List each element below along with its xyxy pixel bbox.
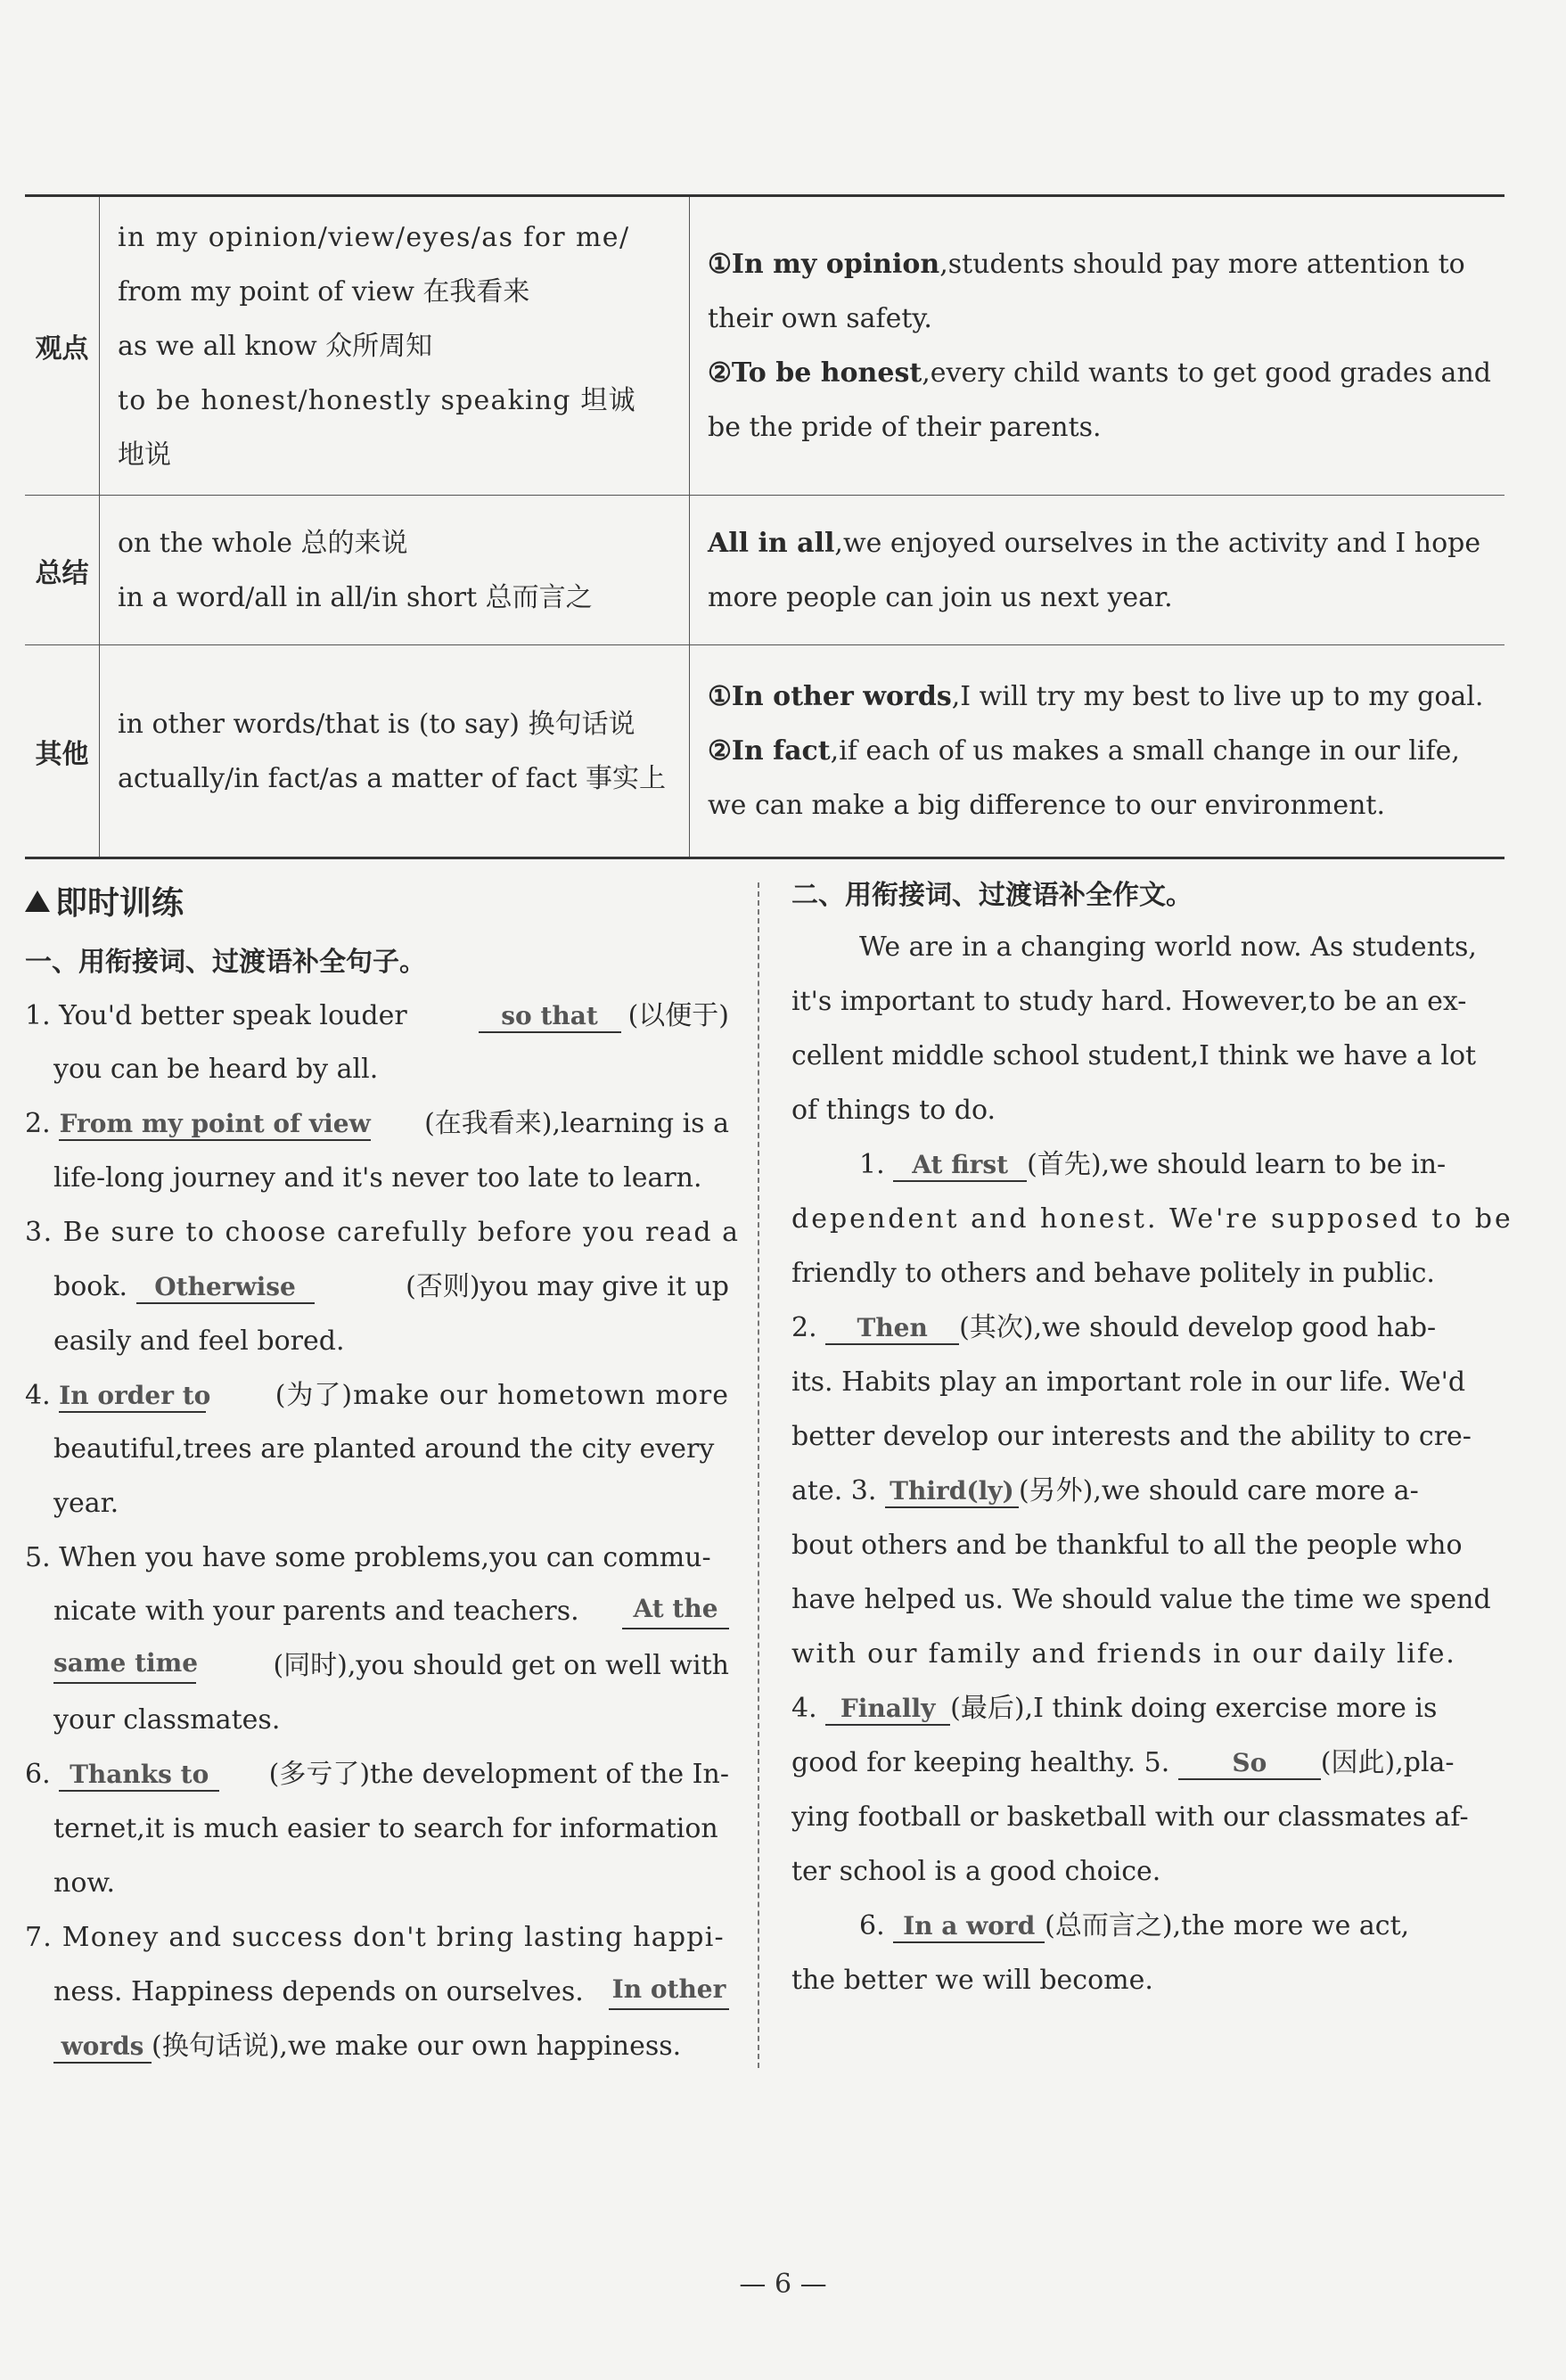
question-line: you can be heard by all. <box>53 1054 379 1085</box>
essay-line: better develop our interests and the ability to cre- <box>791 1421 1472 1452</box>
phrase-line: in a word/all in all/in short 总而言之 <box>118 581 593 613</box>
essay-line: ying football or basketball with our classmates af- <box>791 1801 1469 1833</box>
answer-blank[interactable]: Otherwise <box>136 1272 315 1304</box>
essay-line: its. Habits play an important role in our life. We'd <box>791 1366 1466 1398</box>
example-line: we can make a big difference to our environment. <box>708 790 1386 821</box>
part2-title: 二、用衔接词、过渡语补全作文。 <box>791 880 1193 911</box>
essay-line: friendly to others and behave politely in public. <box>791 1258 1435 1289</box>
example-line: be the pride of their parents. <box>708 412 1102 443</box>
triangle-icon <box>25 890 50 912</box>
question-7: 7. Money and success don't bring lasting happi- <box>25 1922 725 1953</box>
question-line: your classmates. <box>53 1704 281 1736</box>
table-row <box>25 496 1505 645</box>
answer-blank[interactable]: In order to <box>59 1381 206 1413</box>
phrase-line: 地说 <box>118 439 171 471</box>
question-6: 6. Thanks to (多亏了)the development of the In- <box>25 1759 729 1790</box>
column-divider <box>758 882 759 2068</box>
answer-blank[interactable]: same time <box>53 1648 196 1684</box>
essay-line: it's important to study hard. However,to be an ex- <box>791 986 1467 1017</box>
essay-line: ter school is a good choice. <box>791 1856 1161 1887</box>
answer-blank[interactable]: Finally <box>825 1694 950 1726</box>
essay-line: the better we will become. <box>791 1965 1153 1996</box>
essay-line: 4. Finally (最后),I think doing exercise more is <box>791 1693 1438 1724</box>
essay-line: 6. In a word (总而言之),the more we act, <box>859 1910 1410 1941</box>
example-line: ②To be honest,every child wants to get good grades and <box>708 357 1491 389</box>
practice-heading <box>25 878 184 923</box>
answer-blank[interactable]: Then <box>825 1313 959 1345</box>
transition-phrase-table <box>25 194 1505 859</box>
essay-line: with our family and friends in our daily life. <box>791 1638 1456 1670</box>
practice-title: 即时训练 <box>55 885 184 922</box>
phrases-cell <box>100 197 690 495</box>
table-row <box>25 645 1505 857</box>
example-line: more people can join us next year. <box>708 581 1173 613</box>
answer-blank[interactable]: In other <box>609 1974 729 2010</box>
question-3: 3. Be sure to choose carefully before you read a <box>25 1217 740 1248</box>
examples-cell <box>690 645 1505 857</box>
question-line: ness. Happiness depends on ourselves. In other <box>53 1974 729 2010</box>
essay-line: We are in a changing world now. As students, <box>859 931 1477 963</box>
question-1: 1. You'd better speak louder so that (以便于) <box>25 1000 729 1031</box>
phrase-line: in other words/that is (to say) 换句话说 <box>118 708 635 740</box>
example-line: ①In my opinion,students should pay more attention to <box>708 249 1465 280</box>
question-line: year. <box>53 1488 119 1519</box>
answer-blank[interactable]: From my point of view <box>59 1109 371 1141</box>
essay-line: cellent middle school student,I think we have a lot <box>791 1040 1477 1071</box>
category-cell: 总结 <box>25 496 100 644</box>
table-row <box>25 197 1505 496</box>
example-line: their own safety. <box>708 303 932 334</box>
essay-line: ate. 3. Third(ly) (另外),we should care more a- <box>791 1475 1419 1506</box>
example-line: ②In fact,if each of us makes a small change in our life, <box>708 735 1460 767</box>
example-line: ①In other words,I will try my best to live up to my goal. <box>708 681 1484 712</box>
category-cell: 其他 <box>25 645 100 857</box>
phrases-cell <box>100 645 690 857</box>
part1-title: 一、用衔接词、过渡语补全句子。 <box>25 947 426 978</box>
essay-line: of things to do. <box>791 1095 996 1126</box>
part2-column <box>791 878 1513 2037</box>
question-2: 2. From my point of view (在我看来),learning is a <box>25 1108 729 1139</box>
question-line: beautiful,trees are planted around the city every <box>53 1433 715 1465</box>
question-line: easily and feel bored. <box>53 1325 345 1357</box>
answer-blank[interactable]: At first <box>893 1150 1027 1182</box>
essay-line: good for keeping healthy. 5. So (因此),pla- <box>791 1747 1455 1778</box>
phrase-line: in my opinion/view/eyes/as for me/ <box>118 221 630 253</box>
question-line: now. <box>53 1867 116 1899</box>
question-line: words (换句话说),we make our own happiness. <box>53 2029 681 2064</box>
examples-cell <box>690 197 1505 495</box>
essay-line: 2. Then (其次),we should develop good hab- <box>791 1312 1437 1343</box>
phrases-cell <box>100 496 690 644</box>
example-line: All in all,we enjoyed ourselves in the activity and I hope <box>708 527 1481 559</box>
essay-line: bout others and be thankful to all the people who <box>791 1530 1463 1561</box>
answer-blank[interactable]: In a word <box>893 1911 1045 1943</box>
phrase-line: to be honest/honestly speaking 坦诚 <box>118 384 636 416</box>
question-line: ternet,it is much easier to search for information <box>53 1813 718 1844</box>
answer-blank[interactable]: so that <box>479 1001 621 1033</box>
part1-column <box>25 945 740 2077</box>
answer-blank[interactable]: So <box>1178 1748 1321 1780</box>
phrase-line: actually/in fact/as a matter of fact 事实上 <box>118 762 666 794</box>
examples-cell <box>690 496 1505 644</box>
question-line: nicate with your parents and teachers. At the <box>53 1594 729 1629</box>
answer-blank[interactable]: words <box>53 2031 152 2064</box>
answer-blank[interactable]: Third(ly) <box>885 1476 1019 1508</box>
page-number: — 6 — <box>739 2269 827 2300</box>
essay-line: dependent and honest. We're supposed to be <box>791 1203 1513 1235</box>
phrase-line: as we all know 众所周知 <box>118 330 433 362</box>
essay-line: 1. At first (首先),we should learn to be in- <box>859 1149 1447 1180</box>
phrase-line: from my point of view 在我看来 <box>118 275 530 308</box>
answer-blank[interactable]: Thanks to <box>59 1760 219 1792</box>
question-line: book. Otherwise (否则)you may give it up <box>53 1271 729 1302</box>
question-5: 5. When you have some problems,you can commu- <box>25 1542 711 1573</box>
question-4: 4. In order to (为了)make our hometown more <box>25 1380 729 1411</box>
category-cell: 观点 <box>25 197 100 495</box>
answer-blank[interactable]: At the <box>622 1594 729 1629</box>
phrase-line: on the whole 总的来说 <box>118 527 408 559</box>
question-line: same time (同时),you should get on well with <box>53 1648 729 1684</box>
essay-line: have helped us. We should value the time we spend <box>791 1584 1491 1615</box>
question-line: life-long journey and it's never too late to learn. <box>53 1162 702 1194</box>
